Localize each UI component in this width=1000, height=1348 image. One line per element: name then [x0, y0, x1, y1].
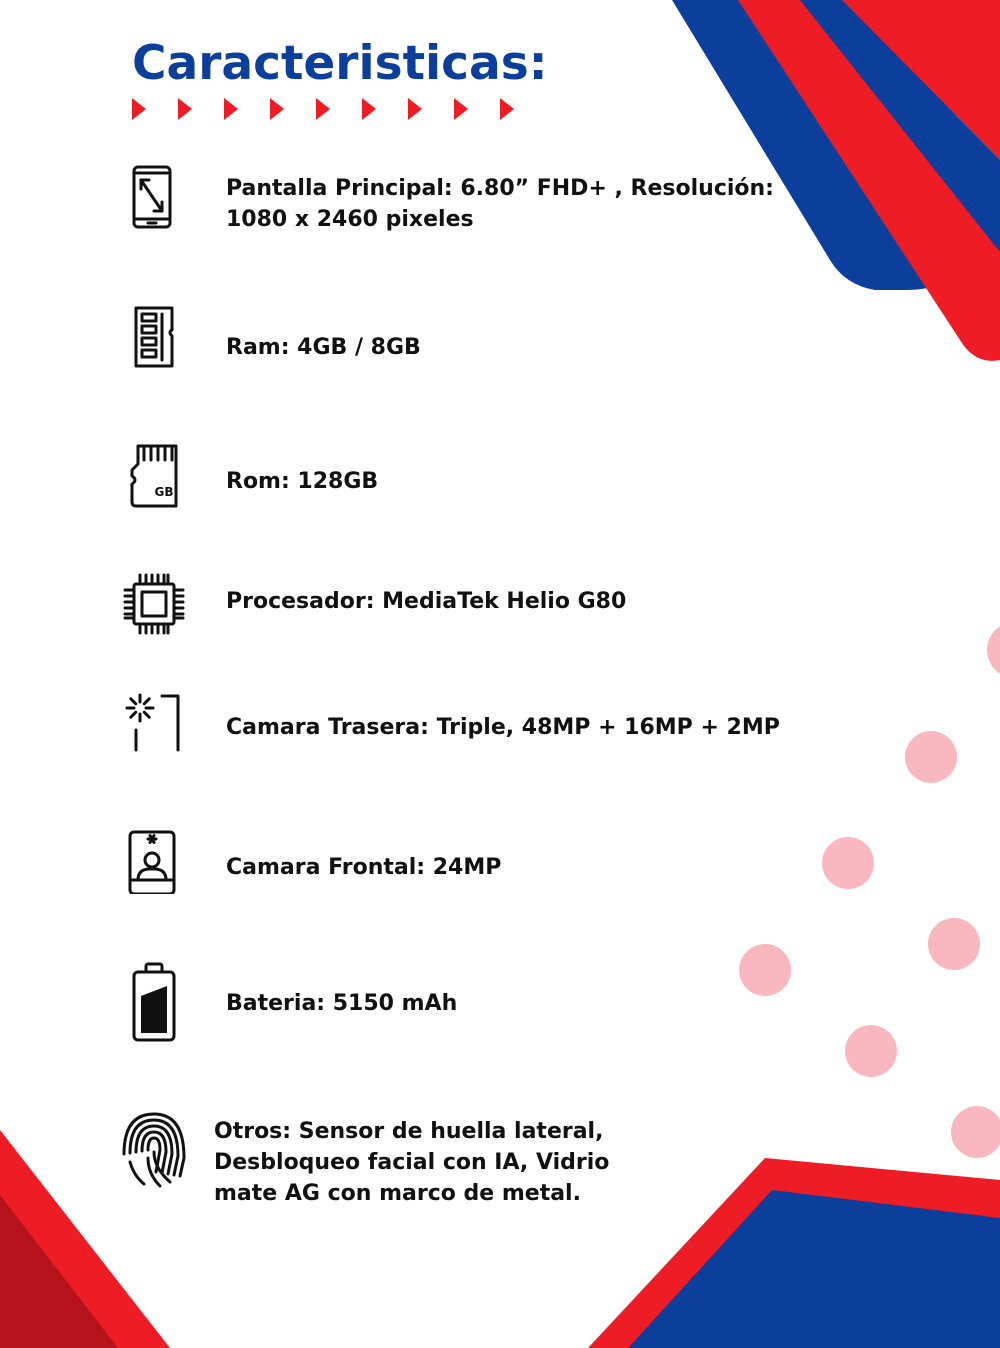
- front-camera-icon: [122, 830, 186, 894]
- pink-dot: [951, 1106, 1000, 1158]
- arrow-bullet: [132, 98, 146, 120]
- arrow-bullet: [408, 98, 422, 120]
- spec-text-line: Ram: 4GB / 8GB: [226, 335, 421, 360]
- spec-text: [226, 466, 378, 497]
- arrow-bullet: [224, 98, 238, 120]
- spec-text-line: Bateria: 5150 mAh: [226, 991, 458, 1016]
- arrow-bullet: [362, 98, 376, 120]
- arrow-bullet: [454, 98, 468, 120]
- arrow-divider: [132, 98, 532, 122]
- pink-dot: [987, 622, 1000, 678]
- ram-chip-icon: [122, 304, 186, 368]
- arrow-bullet: [178, 98, 192, 120]
- battery-icon: [122, 962, 186, 1042]
- pink-dot: [928, 918, 980, 970]
- page-title: Caracteristicas:: [132, 36, 548, 91]
- pink-dot: [845, 1025, 897, 1077]
- rear-camera-icon: [122, 690, 186, 754]
- screen-size-icon: [122, 165, 186, 229]
- pink-dot: [905, 731, 957, 783]
- processor-icon: [122, 572, 186, 636]
- spec-text: [226, 586, 626, 617]
- spec-text: [226, 712, 780, 743]
- spec-text-line: Rom: 128GB: [226, 469, 379, 494]
- spec-text-line: Procesador: MediaTek Helio G80: [226, 589, 627, 614]
- pink-dot: [822, 837, 874, 889]
- spec-text-line: Otros: Sensor de huella lateral,: [214, 1119, 604, 1144]
- arrow-bullet: [270, 98, 284, 120]
- sd-card-icon: [122, 444, 186, 508]
- spec-text: [226, 332, 421, 363]
- spec-text: [226, 852, 501, 883]
- spec-text: [226, 173, 774, 235]
- fingerprint-icon: [122, 1110, 186, 1190]
- svg-text:GB: GB: [154, 485, 174, 499]
- spec-text-line: mate AG con marco de metal.: [214, 1181, 581, 1206]
- spec-text: [226, 988, 457, 1019]
- spec-text-line: 1080 x 2460 pixeles: [226, 207, 474, 232]
- spec-text: [214, 1116, 609, 1209]
- spec-text-line: Camara Frontal: 24MP: [226, 855, 502, 880]
- arrow-bullet: [316, 98, 330, 120]
- arrow-bullet: [500, 98, 514, 120]
- pink-dot: [739, 944, 791, 996]
- spec-text-line: Camara Trasera: Triple, 48MP + 16MP + 2MP: [226, 715, 780, 740]
- spec-text-line: Pantalla Principal: 6.80” FHD+ , Resolución:: [226, 176, 774, 201]
- spec-text-line: Desbloqueo facial con IA, Vidrio: [214, 1150, 610, 1175]
